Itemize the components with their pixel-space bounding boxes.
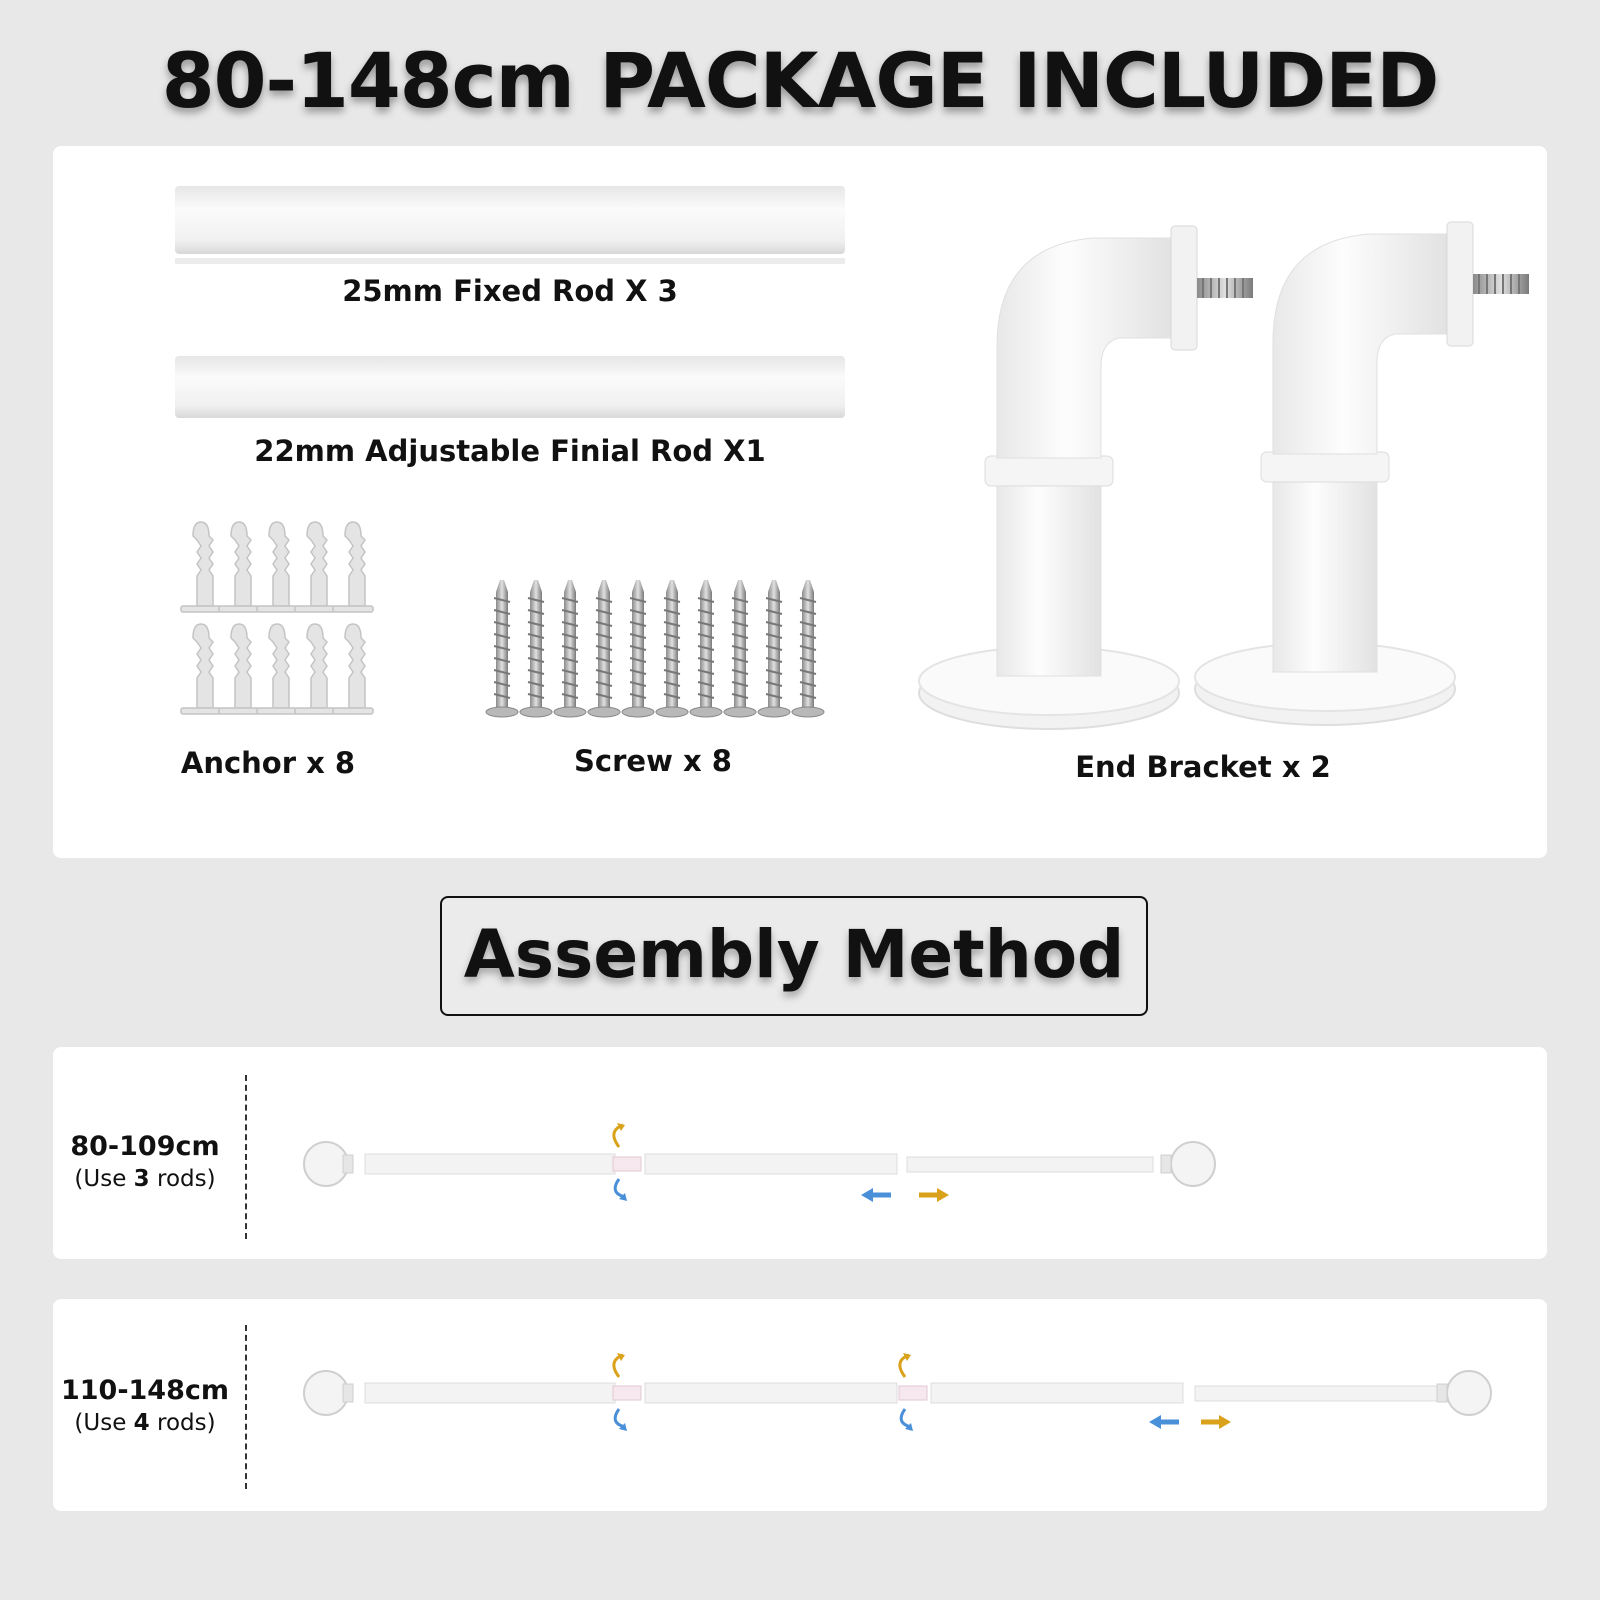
assembly-row-3-rods <box>53 1047 1547 1259</box>
rod-count-note: (Use 4 rods) <box>74 1410 216 1436</box>
end-bracket-label: End Bracket x 2 <box>1075 750 1331 784</box>
bracket-left-icon <box>304 1142 353 1186</box>
extend-arrows-icon <box>861 1188 949 1202</box>
bracket-left-icon <box>304 1371 353 1415</box>
assembly-title-box <box>440 896 1148 1016</box>
assembly-diagram-4-rods <box>53 1299 1547 1511</box>
assembly-diagram-3-rods <box>53 1047 1547 1259</box>
fixed-rod-label: 25mm Fixed Rod X 3 <box>342 274 678 308</box>
page-title: 80-148cm PACKAGE INCLUDED <box>161 36 1439 125</box>
assembly-title: Assembly Method <box>463 916 1125 993</box>
rod-count-note: (Use 3 rods) <box>74 1166 216 1192</box>
bracket-right-icon <box>1437 1371 1491 1415</box>
bracket-right-icon <box>1161 1142 1215 1186</box>
end-bracket-image <box>919 222 1529 729</box>
range-value: 80-109cm <box>70 1131 220 1162</box>
range-value: 110-148cm <box>60 1375 230 1406</box>
screw-label: Screw x 8 <box>574 744 732 778</box>
extend-arrows-icon <box>1149 1415 1231 1429</box>
finial-rod-label: 22mm Adjustable Finial Rod X1 <box>254 434 766 468</box>
assembly-row-4-rods <box>53 1299 1547 1511</box>
screw-image <box>486 580 824 717</box>
package-contents-panel <box>53 146 1547 858</box>
anchor-label: Anchor x 8 <box>180 746 356 780</box>
anchor-image <box>181 522 373 714</box>
